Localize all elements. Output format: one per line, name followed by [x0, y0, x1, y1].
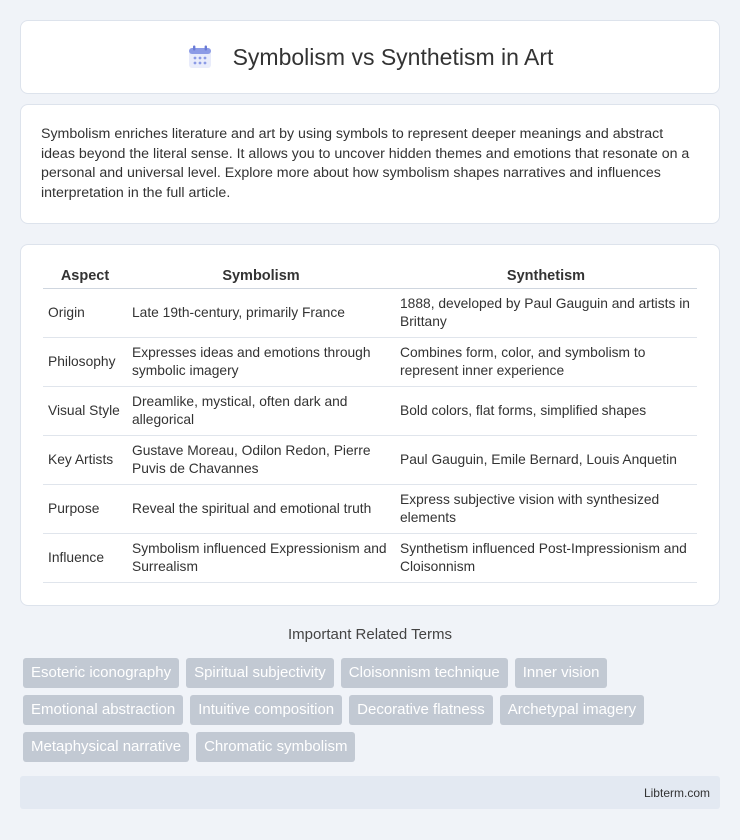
table-row	[43, 289, 697, 338]
cell-symbolism: Dreamlike, mystical, often dark and allegorical	[127, 387, 395, 436]
table-header-row	[43, 263, 697, 289]
footer	[20, 776, 720, 809]
cell-symbolism: Symbolism influenced Expressionism and Surrealism	[127, 534, 395, 583]
header-aspect: Aspect	[43, 263, 127, 289]
page-title: Symbolism vs Synthetism in Art	[232, 43, 554, 70]
table-row	[43, 485, 697, 534]
tag-esoteric-iconography[interactable]: Esoteric iconography	[23, 658, 179, 688]
table-row	[43, 338, 697, 387]
table-row	[43, 534, 697, 583]
tag-emotional-abstraction[interactable]: Emotional abstraction	[23, 695, 183, 725]
cell-synthetism: 1888, developed by Paul Gauguin and artists in Brittany	[395, 289, 697, 338]
cell-symbolism: Late 19th-century, primarily France	[127, 289, 395, 338]
cell-synthetism: Paul Gauguin, Emile Bernard, Louis Anquetin	[395, 436, 697, 485]
tag-chromatic-symbolism[interactable]: Chromatic symbolism	[196, 732, 355, 762]
tag-cloisonnism-technique[interactable]: Cloisonnism technique	[341, 658, 508, 688]
table-row	[43, 436, 697, 485]
tag-metaphysical-narrative[interactable]: Metaphysical narrative	[23, 732, 189, 762]
related-terms-heading: Important Related Terms	[288, 626, 452, 643]
cell-aspect: Key Artists	[43, 436, 127, 485]
cell-symbolism: Reveal the spiritual and emotional truth	[127, 485, 395, 534]
header-symbolism: Symbolism	[127, 263, 395, 289]
cell-symbolism: Gustave Moreau, Odilon Redon, Pierre Puvis de Chavannes	[127, 436, 395, 485]
cell-aspect: Origin	[43, 289, 127, 338]
cell-aspect: Philosophy	[43, 338, 127, 387]
calendar-icon	[187, 44, 213, 70]
header-card	[20, 20, 720, 94]
cell-synthetism: Combines form, color, and symbolism to represent inner experience	[395, 338, 697, 387]
cell-symbolism: Expresses ideas and emotions through symbolic imagery	[127, 338, 395, 387]
cell-aspect: Purpose	[43, 485, 127, 534]
title-wrap	[187, 44, 554, 71]
header-synthetism: Synthetism	[395, 263, 697, 289]
tag-inner-vision[interactable]: Inner vision	[515, 658, 608, 688]
cell-aspect: Influence	[43, 534, 127, 583]
tag-intuitive-composition[interactable]: Intuitive composition	[190, 695, 342, 725]
tag-archetypal-imagery[interactable]: Archetypal imagery	[500, 695, 644, 725]
cell-synthetism: Synthetism influenced Post-Impressionism and Cloisonnism	[395, 534, 697, 583]
tag-decorative-flatness[interactable]: Decorative flatness	[349, 695, 493, 725]
comparison-table-card	[20, 244, 720, 606]
footer-site-link[interactable]: Libterm.com	[643, 785, 710, 800]
cell-synthetism: Express subjective vision with synthesized elements	[395, 485, 697, 534]
cell-aspect: Visual Style	[43, 387, 127, 436]
tag-spiritual-subjectivity[interactable]: Spiritual subjectivity	[186, 658, 334, 688]
intro-card	[20, 104, 720, 224]
related-terms-list	[23, 658, 723, 762]
table-row	[43, 387, 697, 436]
intro-text: Symbolism enriches literature and art by using symbols to represent deeper meanings and abstract ideas beyond the literal sense. It allows you to uncover hidden themes and emotions that resonate on a personal and universal level. Explore more about how symbolism shapes narratives and influences interpretation in the full article.	[41, 126, 690, 201]
comparison-table	[43, 263, 697, 583]
cell-synthetism: Bold colors, flat forms, simplified shapes	[395, 387, 697, 436]
